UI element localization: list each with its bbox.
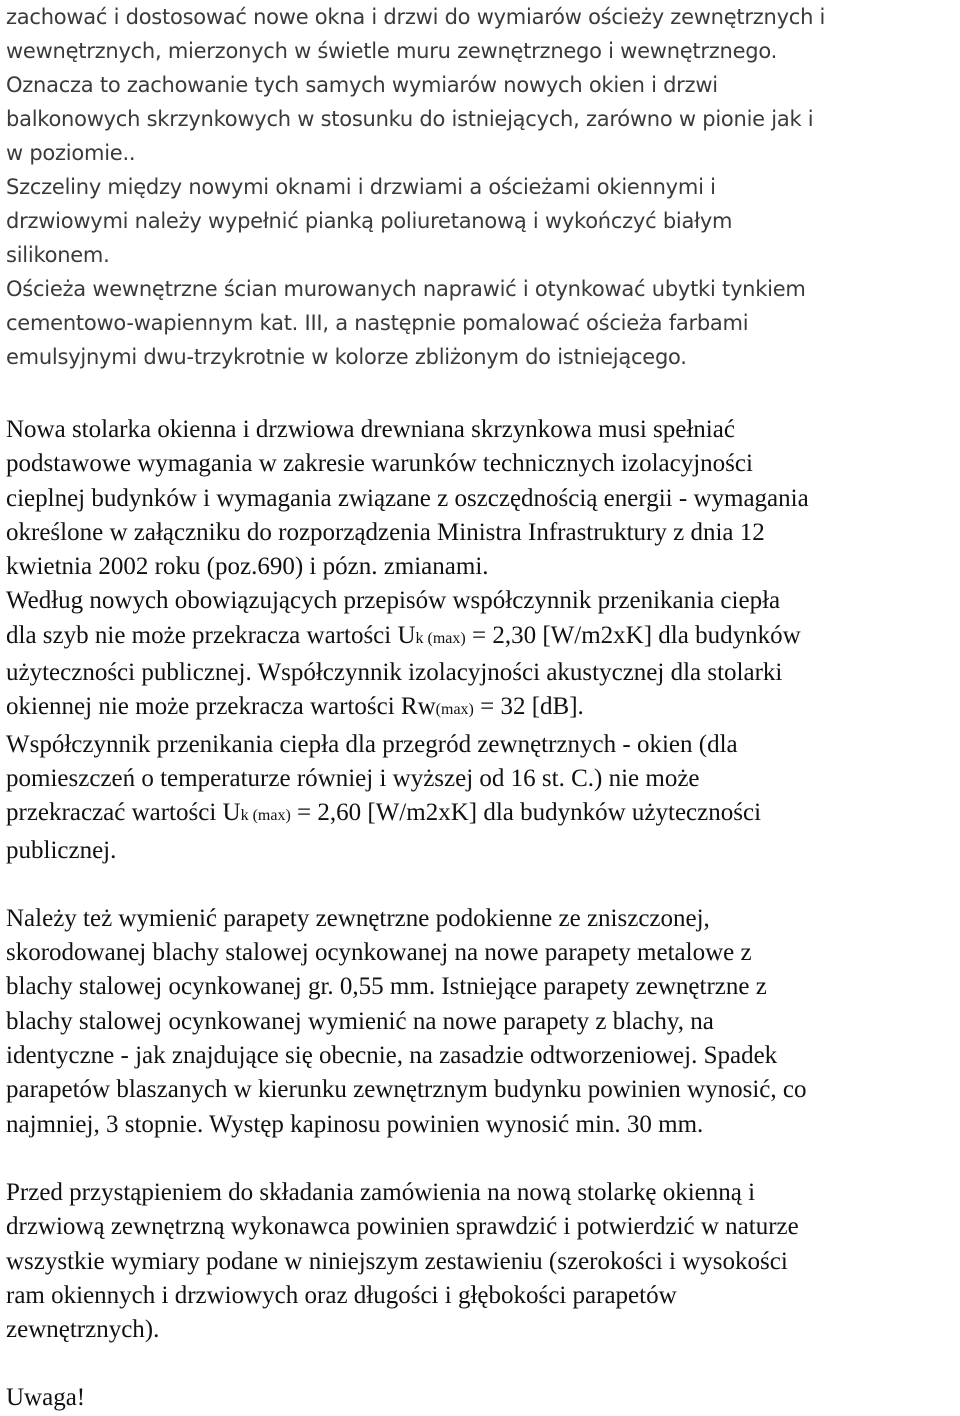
paragraph-note [6,1381,956,1415]
paragraph-glass-coefficients [6,584,956,727]
paragraph-gap [6,868,956,902]
text-line: w poziomie.. [6,141,136,165]
text-line: użyteczności publicznej. Współczynnik izolacyjności akustycznej dla stolarki [6,659,783,687]
text-line: zewnętrznych). [6,1316,160,1344]
paragraph-verification [6,1176,956,1347]
text-line: pomieszczeń o temperaturze równiej i wyższej od 16 st. C.) nie może [6,764,700,792]
note-heading: Uwaga! [6,1384,86,1412]
text-line: identyczne - jak znajdujące się obecnie, na zasadzie odtworzeniowej. Spadek [6,1042,778,1070]
text-line: drzwiowymi należy wypełnić pianką poliuretanową i wykończyć białym [6,209,733,233]
text-line: wszystkie wymiary podane w niniejszym zestawieniu (szerokości i wysokości [6,1247,788,1275]
text-line: parapetów blaszanych w kierunku zewnętrznym budynku powinien wynosić, co [6,1076,807,1104]
text-line: Oznacza to zachowanie tych samych wymiarów nowych okien i drzwi [6,73,718,97]
text-line: blachy stalowej ocynkowanej wymienić na nowe parapety z blachy, na [6,1007,714,1035]
text-line: Nowa stolarka okienna i drzwiowa drewniana skrzynkowa musi spełniać [6,416,735,443]
subscript: (max) [435,701,474,719]
section-b [6,413,956,1416]
paragraph-partition-coefficients [6,728,956,868]
text-line: Przed przystąpieniem do składania zamówienia na nową stolarkę okienną i [6,1178,756,1206]
text-line: kwietnia 2002 roku (poz.690) i pózn. zmianami. [6,553,489,581]
text-line: Należy też wymienić parapety zewnętrzne podokienne ze zniszczonej, [6,904,710,932]
text-line: określone w załączniku do rozporządzenia Ministra Infrastruktury z dnia 12 [6,518,765,546]
text-fragment: przekraczać wartości U [6,799,241,827]
document-page [6,0,956,1416]
text-line: cementowo-wapiennym kat. III, a następnie pomalować ościeża farbami [6,311,749,335]
text-fragment: = 2,60 [W/m2xK] dla budynków użyteczności [290,799,762,827]
text-line: cieplnej budynków i wymagania związane z oszczędnością energii - wymagania [6,484,809,512]
text-line: silikonem. [6,243,110,267]
section-a [6,0,956,374]
paragraph-gap [6,1142,956,1176]
text-line: podstawowe wymagania w zakresie warunków technicznych izolacyjności [6,450,753,478]
text-line: skorodowanej blachy stalowej ocynkowanej na nowe parapety metalowe z [6,939,752,967]
text-line: publicznej. [6,836,117,864]
paragraph-thermal-requirements [6,413,956,584]
subscript: k (max) [415,629,466,647]
text-line: zachować i dostosować nowe okna i drzwi do wymiarów ościeży zewnętrznych i [6,5,826,29]
text-line: ram okiennych i drzwiowych oraz długości i głębokości parapetów [6,1281,677,1309]
text-line: Współczynnik przenikania ciepła dla przegród zewnętrznych - okien (dla [6,730,738,758]
text-line [6,619,956,656]
subscript: k (max) [240,807,291,825]
text-line: wewnętrznych, mierzonych w świetle muru zewnętrznego i wewnętrznego. [6,39,778,63]
text-fragment: = 32 [dB]. [473,693,584,721]
text-line: drzwiową zewnętrzną wykonawca powinien sprawdzić i potwierdzić w naturze [6,1213,799,1241]
text-line [6,690,956,727]
paragraph-window-sills [6,902,956,1142]
text-line: najmniej, 3 stopnie. Występ kapinosu powinien wynosić min. 30 mm. [6,1110,704,1138]
text-line: blachy stalowej ocynkowanej gr. 0,55 mm. Istniejące parapety zewnętrzne z [6,973,767,1001]
text-fragment: okiennej nie może przekracza wartości Rw [6,693,436,721]
text-fragment: dla szyb nie może przekracza wartości U [6,621,416,649]
text-line: balkonowych skrzynkowych w stosunku do istniejących, zarówno w pionie jak i [6,107,814,131]
text-line: emulsyjnymi dwu-trzykrotnie w kolorze zbliżonym do istniejącego. [6,345,687,369]
text-fragment: = 2,30 [W/m2xK] dla budynków [465,621,801,649]
text-line: Ościeża wewnętrzne ścian murowanych naprawić i otynkować ubytki tynkiem [6,277,806,301]
paragraph-gap [6,374,956,413]
text-line: Szczeliny między nowymi oknami i drzwiami a ościeżami okiennymi i [6,175,716,199]
text-line: Według nowych obowiązujących przepisów współczynnik przenikania ciepła [6,587,781,615]
text-line [6,796,956,833]
paragraph-gap [6,1347,956,1381]
